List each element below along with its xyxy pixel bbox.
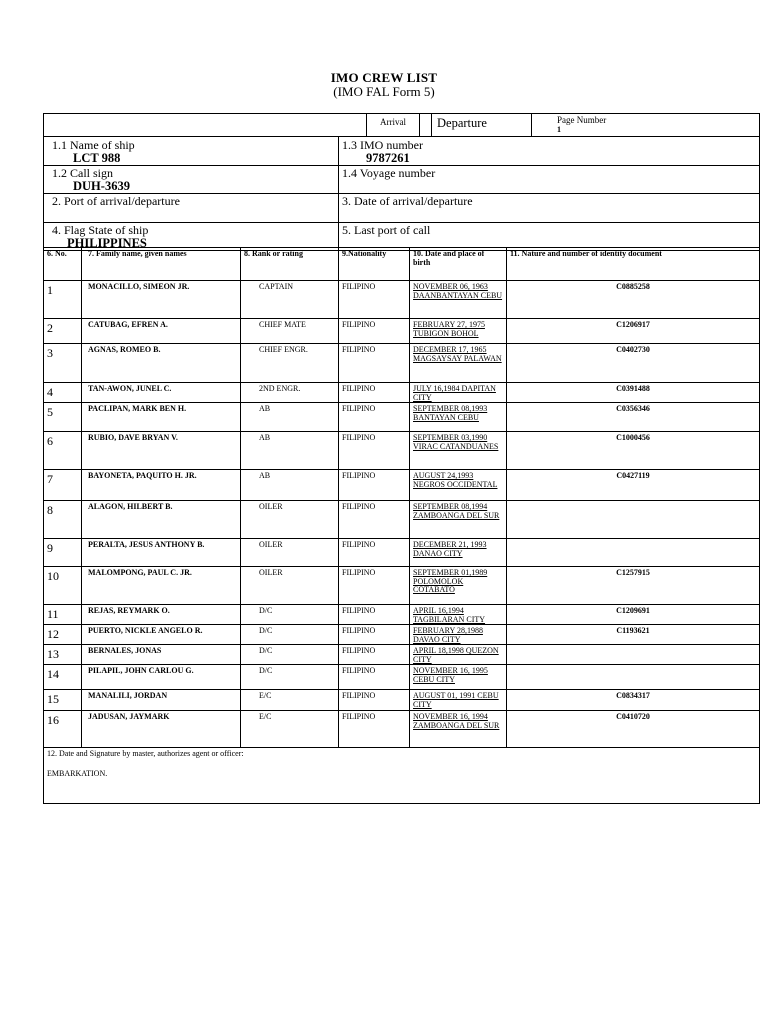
crew-rank: CAPTAIN: [241, 281, 339, 319]
crew-id-document: C1193621: [507, 625, 760, 645]
crew-dob: AUGUST 24,1993 NEGROS OCCIDENTAL: [410, 470, 507, 501]
crew-nationality: FILIPINO: [339, 690, 410, 711]
crew-no: 4: [44, 383, 82, 403]
crew-no: 6: [44, 432, 82, 470]
embarkation-note: EMBARKATION.: [47, 768, 108, 778]
crew-nationality: FILIPINO: [339, 539, 410, 567]
crew-rank: OILER: [241, 501, 339, 539]
crew-no: 13: [44, 645, 82, 665]
flag-state-label: 4. Flag State of ship: [52, 223, 149, 237]
crew-row: [44, 665, 760, 690]
crew-nationality: FILIPINO: [339, 645, 410, 665]
col-header-no: 6. No.: [44, 248, 82, 281]
crew-id-document: C1257915: [507, 567, 760, 605]
crew-no: 14: [44, 665, 82, 690]
crew-dob: FEBRUARY 27, 1975 TUBIGON BOHOL: [410, 319, 507, 344]
crew-id-document: C0410720: [507, 711, 760, 748]
crew-rank: D/C: [241, 605, 339, 625]
crew-dob: AUGUST 01, 1991 CEBU CITY: [410, 690, 507, 711]
crew-rank: AB: [241, 470, 339, 501]
date-cell: [339, 194, 760, 223]
col-header-id: 11. Nature and number of identity document: [507, 248, 760, 281]
crew-name: BAYONETA, PAQUITO H. JR.: [82, 470, 241, 501]
crew-name: AGNAS, ROMEO B.: [82, 344, 241, 383]
crew-name: PERALTA, JESUS ANTHONY B.: [82, 539, 241, 567]
page-number-label: Page Number: [557, 115, 607, 125]
crew-rank: CHIEF MATE: [241, 319, 339, 344]
crew-id-document: C1209691: [507, 605, 760, 625]
crew-no: 5: [44, 403, 82, 432]
crew-dob: NOVEMBER 16, 1994 ZAMBOANGA DEL SUR: [410, 711, 507, 748]
crew-rank: D/C: [241, 645, 339, 665]
ship-info-table: [43, 113, 760, 251]
crew-name: REJAS, REYMARK O.: [82, 605, 241, 625]
crew-dob: NOVEMBER 16, 1995 CEBU CITY: [410, 665, 507, 690]
crew-id-document: C1000456: [507, 432, 760, 470]
crew-nationality: FILIPINO: [339, 501, 410, 539]
crew-name: PILAPIL, JOHN CARLOU G.: [82, 665, 241, 690]
crew-dob: DECEMBER 21, 1993 DANAO CITY: [410, 539, 507, 567]
crew-nationality: FILIPINO: [339, 625, 410, 645]
crew-dob: SEPTEMBER 08,1993 BANTAYAN CEBU: [410, 403, 507, 432]
crew-name: BERNALES, JONAS: [82, 645, 241, 665]
crew-nationality: FILIPINO: [339, 470, 410, 501]
crew-nationality: FILIPINO: [339, 319, 410, 344]
signature-label: 12. Date and Signature by master, authorizes agent or officer:: [47, 749, 244, 758]
arrival-checkbox[interactable]: [420, 114, 432, 137]
crew-nationality: FILIPINO: [339, 711, 410, 748]
crew-id-document: [507, 665, 760, 690]
crew-name: PACLIPAN, MARK BEN H.: [82, 403, 241, 432]
form-subtitle: (IMO FAL Form 5): [333, 84, 435, 99]
crew-row: [44, 344, 760, 383]
crew-row: [44, 470, 760, 501]
crew-no: 11: [44, 605, 82, 625]
crew-row: [44, 690, 760, 711]
ship-name-cell: [44, 137, 339, 166]
crew-rank: AB: [241, 432, 339, 470]
crew-row: [44, 711, 760, 748]
col-header-nationality: 9.Nationality: [339, 248, 410, 281]
crew-name: CATUBAG, EFREN A.: [82, 319, 241, 344]
crew-dob: APRIL 16,1994 TAGBILARAN CITY: [410, 605, 507, 625]
crew-nationality: FILIPINO: [339, 605, 410, 625]
crew-nationality: FILIPINO: [339, 665, 410, 690]
crew-no: 8: [44, 501, 82, 539]
crew-rank: 2ND ENGR.: [241, 383, 339, 403]
crew-id-document: C0885258: [507, 281, 760, 319]
crew-row: [44, 432, 760, 470]
departure-label: Departure: [432, 114, 532, 137]
page-number-cell: [532, 114, 760, 137]
crew-header-row: [44, 248, 760, 281]
crew-row: [44, 403, 760, 432]
crew-id-document: [507, 539, 760, 567]
signature-cell: [44, 748, 760, 804]
crew-id-document: C0391488: [507, 383, 760, 403]
crew-name: PUERTO, NICKLE ANGELO R.: [82, 625, 241, 645]
imo-number-label: 1.3 IMO number: [342, 138, 423, 152]
crew-id-document: C0427119: [507, 470, 760, 501]
crew-row: [44, 625, 760, 645]
arrival-label: Arrival: [367, 114, 420, 137]
crew-nationality: FILIPINO: [339, 344, 410, 383]
call-sign-label: 1.2 Call sign: [52, 166, 114, 180]
crew-name: RUBIO, DAVE BRYAN V.: [82, 432, 241, 470]
crew-row: [44, 645, 760, 665]
col-header-name: 7. Family name, given names: [82, 248, 241, 281]
imo-number-value: 9787261: [366, 151, 410, 165]
crew-id-document: C1206917: [507, 319, 760, 344]
crew-no: 3: [44, 344, 82, 383]
crew-table: [43, 247, 760, 804]
crew-nationality: FILIPINO: [339, 567, 410, 605]
crew-name: ALAGON, HILBERT B.: [82, 501, 241, 539]
call-sign-value: DUH-3639: [73, 179, 130, 193]
crew-name: JADUSAN, JAYMARK: [82, 711, 241, 748]
crew-rank: CHIEF ENGR.: [241, 344, 339, 383]
crew-row: [44, 501, 760, 539]
flag-state-value: PHILIPPINES: [67, 236, 147, 250]
crew-row: [44, 281, 760, 319]
col-header-rank: 8. Rank or rating: [241, 248, 339, 281]
crew-id-document: C0402730: [507, 344, 760, 383]
crew-dob: FEBRUARY 28,1988 DAVAO CITY: [410, 625, 507, 645]
crew-name: MANALILI, JORDAN: [82, 690, 241, 711]
crew-nationality: FILIPINO: [339, 383, 410, 403]
crew-dob: SEPTEMBER 08,1994 ZAMBOANGA DEL SUR: [410, 501, 507, 539]
ship-name-label: 1.1 Name of ship: [52, 138, 135, 152]
crew-name: MALOMPONG, PAUL C. JR.: [82, 567, 241, 605]
crew-row: [44, 539, 760, 567]
crew-rank: E/C: [241, 690, 339, 711]
crew-rank: OILER: [241, 567, 339, 605]
crew-rank: E/C: [241, 711, 339, 748]
crew-dob: SEPTEMBER 03,1990 VIRAC CATANDUANES: [410, 432, 507, 470]
crew-rank: D/C: [241, 665, 339, 690]
crew-dob: JULY 16,1984 DAPITAN CITY: [410, 383, 507, 403]
crew-no: 15: [44, 690, 82, 711]
crew-dob: APRIL 18,1998 QUEZON CITY: [410, 645, 507, 665]
crew-dob: SEPTEMBER 01,1989 POLOMOLOK COTABATO: [410, 567, 507, 605]
crew-name: TAN-AWON, JUNEL C.: [82, 383, 241, 403]
crew-nationality: FILIPINO: [339, 403, 410, 432]
crew-rank: D/C: [241, 625, 339, 645]
crew-dob: NOVEMBER 06, 1963 DAANBANTAYAN CEBU: [410, 281, 507, 319]
crew-nationality: FILIPINO: [339, 432, 410, 470]
crew-no: 12: [44, 625, 82, 645]
crew-id-document: [507, 501, 760, 539]
crew-id-document: [507, 645, 760, 665]
crew-no: 1: [44, 281, 82, 319]
crew-id-document: C0834317: [507, 690, 760, 711]
crew-no: 10: [44, 567, 82, 605]
crew-row: [44, 383, 760, 403]
crew-row: [44, 567, 760, 605]
voyage-number-cell: [339, 166, 760, 194]
col-header-dob: 10. Date and place of birth: [410, 248, 507, 281]
crew-id-document: C0356346: [507, 403, 760, 432]
crew-nationality: FILIPINO: [339, 281, 410, 319]
crew-rank: AB: [241, 403, 339, 432]
call-sign-cell: [44, 166, 339, 194]
crew-no: 16: [44, 711, 82, 748]
crew-no: 9: [44, 539, 82, 567]
crew-rank: OILER: [241, 539, 339, 567]
ship-name-value: LCT 988: [73, 151, 121, 165]
imo-number-cell: [339, 137, 760, 166]
last-port-label: 5. Last port of call: [342, 223, 431, 237]
crew-name: MONACILLO, SIMEON JR.: [82, 281, 241, 319]
voyage-number-label: 1.4 Voyage number: [342, 166, 436, 180]
blank-cell: [44, 114, 367, 137]
port-cell: [44, 194, 339, 223]
port-label: 2. Port of arrival/departure: [52, 194, 180, 208]
page-number-value: 1: [557, 125, 561, 134]
crew-no: 7: [44, 470, 82, 501]
crew-no: 2: [44, 319, 82, 344]
date-label: 3. Date of arrival/departure: [342, 194, 473, 208]
form-title: IMO CREW LIST: [330, 70, 438, 85]
crew-row: [44, 319, 760, 344]
crew-row: [44, 605, 760, 625]
crew-dob: DECEMBER 17, 1965 MAGSAYSAY PALAWAN: [410, 344, 507, 383]
